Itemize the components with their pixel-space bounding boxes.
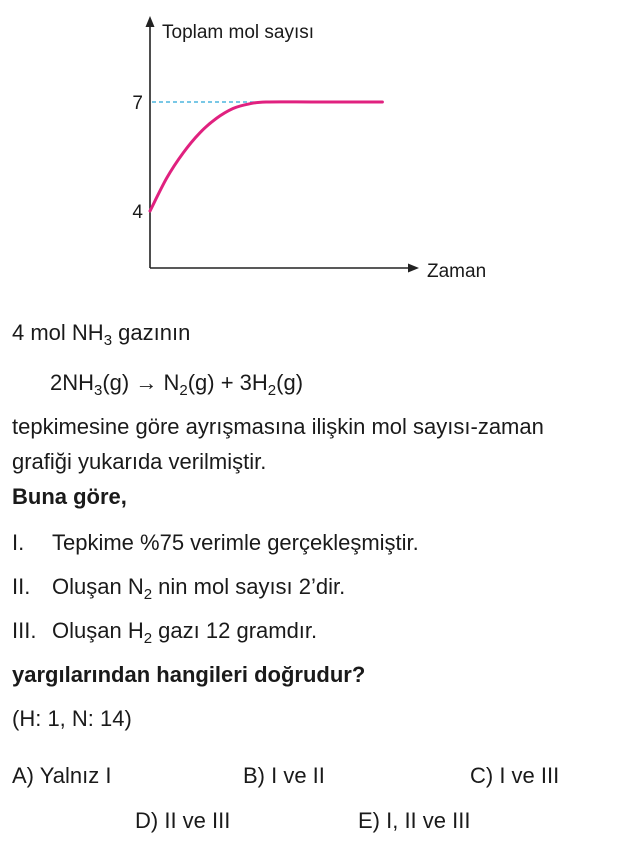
description-line-1: tepkimesine göre ayrışmasına ilişkin mol sayısı-zaman <box>12 414 544 439</box>
option-c[interactable]: C) I ve III <box>470 763 560 788</box>
statement-3-number: III. <box>12 618 37 643</box>
reaction-part-b: (g) → N <box>102 370 180 395</box>
atomic-masses: (H: 1, N: 14) <box>12 706 132 731</box>
statement-2-text-b: nin mol sayısı 2’dir. <box>152 574 346 599</box>
statement-2-subscript: 2 <box>143 586 153 603</box>
y-axis-arrow <box>146 16 155 27</box>
x-axis-label: Zaman <box>427 261 487 282</box>
statement-1-text: Tepkime %75 verimle gerçekleşmiştir. <box>52 530 419 555</box>
x-axis-arrow <box>408 264 419 273</box>
intro-subscript: 3 <box>103 332 113 349</box>
y-tick-label-4: 4 <box>132 202 143 223</box>
statement-1 <box>12 530 419 556</box>
statement-3-subscript: 2 <box>143 630 153 647</box>
reaction-part-d: (g) <box>276 370 304 395</box>
statement-3-text-a: Oluşan H <box>52 618 144 643</box>
option-e[interactable]: E) I, II ve III <box>358 808 471 833</box>
option-b[interactable]: B) I ve II <box>243 763 325 788</box>
reaction-equation <box>50 370 304 399</box>
reaction-part-a: 2NH <box>50 370 95 395</box>
prompt-text: Buna göre, <box>12 484 127 509</box>
question-ask: yargılarından hangileri doğrudur? <box>12 662 366 687</box>
statement-3 <box>12 618 318 647</box>
option-d[interactable]: D) II ve III <box>135 808 231 833</box>
reaction-sub-b: 2 <box>179 382 188 399</box>
intro-text-b: gazının <box>112 320 191 345</box>
statement-2-number: II. <box>12 574 31 599</box>
y-tick-label-7: 7 <box>132 93 143 114</box>
statement-2 <box>12 574 346 603</box>
description-line-2: grafiği yukarıda verilmiştir. <box>12 449 267 474</box>
intro-line <box>12 320 191 349</box>
reaction-sub-c: 2 <box>267 382 277 399</box>
mol-curve <box>150 102 382 211</box>
statement-3-text-b: gazı 12 gramdır. <box>152 618 318 643</box>
y-axis-label: Toplam mol sayısı <box>162 22 315 43</box>
statement-2-text-a: Oluşan N <box>52 574 144 599</box>
statement-1-number: I. <box>12 530 25 555</box>
reaction-sub-a: 3 <box>94 382 103 399</box>
option-a[interactable]: A) Yalnız I <box>12 763 112 788</box>
reaction-part-c: (g) + 3H <box>187 370 268 395</box>
mol-time-chart <box>0 0 632 300</box>
intro-text-a: 4 mol NH <box>12 320 104 345</box>
